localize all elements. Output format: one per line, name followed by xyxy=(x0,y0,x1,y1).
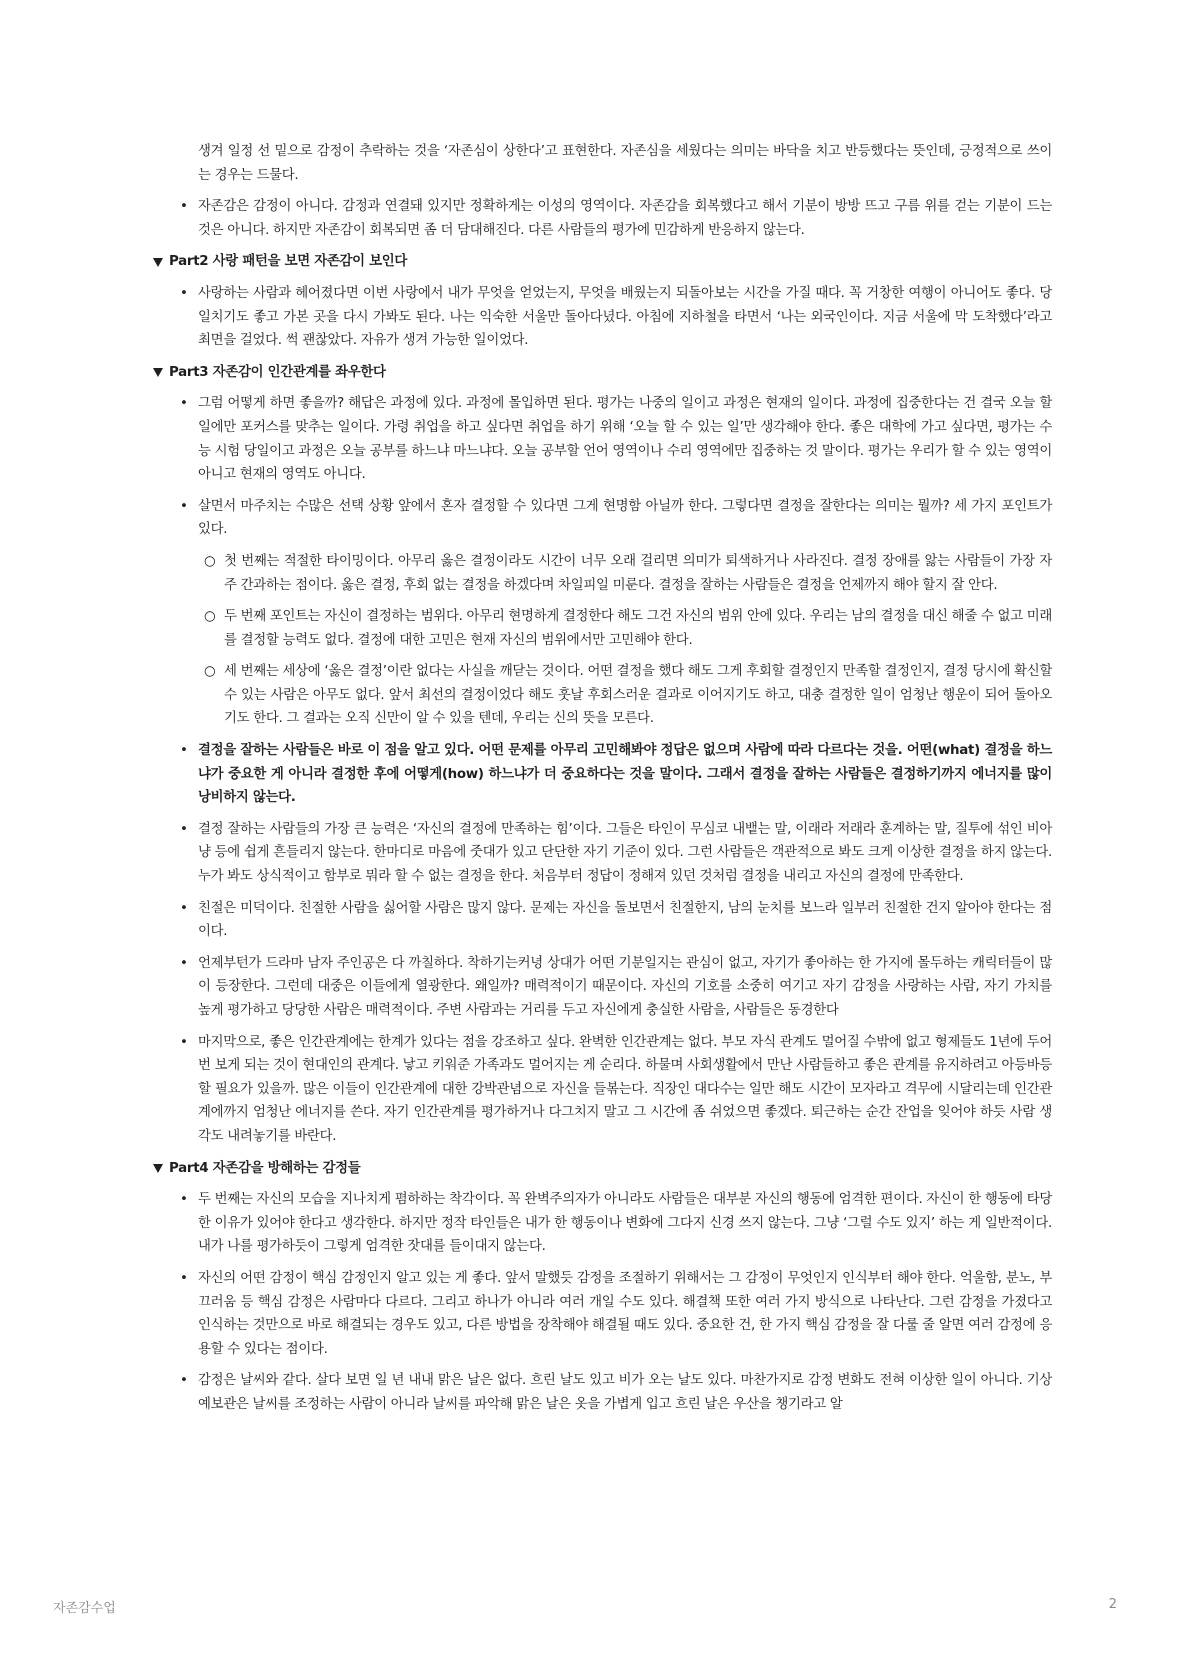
hollow-bullet-icon: ○ xyxy=(204,609,216,625)
list-item-text: 감정은 날씨와 같다. 살다 보면 일 년 내내 맑은 날은 없다. 흐린 날도 있고 비가 오는 날도 있다. 마찬가지로 감정 변화도 전혀 이상한 일이 아니다. 기상예보관은 날씨를 조정하는 사람이 아니라 날씨를 파악해 맑은 날은 옷을 가볍게 입고 흐린 날은 우산을 챙기라고 알 xyxy=(198,1373,1052,1412)
toggle-triangle-icon[interactable] xyxy=(153,368,163,377)
list-item xyxy=(150,282,1052,353)
bullet-icon: • xyxy=(180,1192,188,1208)
bullet-icon: • xyxy=(180,1270,188,1286)
sub-list-item-text: 첫 번째는 적절한 타이밍이다. 아무리 옳은 결정이라도 시간이 너무 오래 걸리면 의미가 퇴색하거나 사라진다. 결정 장애를 앓는 사람들이 가장 자주 간과하는 점이다. 옳은 결정, 후회 없는 결정을 하겠다며 차일피일 미룬다. 결정을 잘하는 사람들은 결정을 언제까지 해야 할지 잘 안다. xyxy=(224,553,1052,593)
list-item-text: 사랑하는 사람과 헤어졌다면 이번 사랑에서 내가 무엇을 얻었는지, 무엇을 배웠는지 되돌아보는 시간을 가질 때다. 꼭 거창한 여행이 아니어도 좋다. 당일치기도 좋고 가본 곳을 다시 가봐도 된다. 나는 익숙한 서울만 돌아다녔다. 아침에 지하철을 타면서 ‘나는 외국인이다. 지금 서울에 막 도착했다’라고 최면을 걸었다. 썩 괜찮았다. 자유가 생겨 가능한 일이었다. xyxy=(198,285,1052,349)
list-item-text: 두 번째는 자신의 모습을 지나치게 폄하하는 착각이다. 꼭 완벽주의자가 아니라도 사람들은 대부분 자신의 행동에 엄격한 편이다. 자신이 한 행동에 타당한 이유가 있어야 한다고 생각한다. 하지만 정작 타인들은 내가 한 행동이나 변화에 그다지 신경 쓰지 않는다. 그냥 ‘그럴 수도 있지’ 하는 게 일반적이다. 내가 나를 평가하듯이 그렇게 엄격한 잣대를 들이대지 않는다. xyxy=(198,1192,1052,1255)
list-item xyxy=(150,1369,1052,1416)
toggle-triangle-icon[interactable] xyxy=(153,1164,163,1173)
heading-text: Part4 자존감을 방해하는 감정들 xyxy=(169,1160,361,1176)
sub-list-item xyxy=(150,660,1052,731)
heading-text: Part3 자존감이 인간관계를 좌우한다 xyxy=(169,364,386,380)
list-item xyxy=(150,195,1052,242)
sub-list-item-text: 두 번째 포인트는 자신이 결정하는 범위다. 아무리 현명하게 결정한다 해도 그건 자신의 범위 안에 있다. 우리는 남의 결정을 대신 해줄 수 없고 미래를 결정할 능력도 없다. 결정에 대한 고민은 현재 자신의 범위에서만 고민해야 한다. xyxy=(224,609,1052,648)
list-item-text: 그럼 어떻게 하면 좋을까? 해답은 과정에 있다. 과정에 몰입하면 된다. 평가는 나중의 일이고 과정은 현재의 일이다. 과정에 집중한다는 건 결국 오늘 할 일에만 포커스를 맞추는 일이다. 가령 취업을 하고 싶다면 취업을 하기 위해 ‘오늘 할 수 있는 일’만 생각해야 한다. 좋은 대학에 가고 싶다면, 평가는 수능 시험 당일이고 과정은 오늘 공부를 하느냐 마느냐다. 오늘 공부할 언어 영역이나 수리 영역에만 집중하는 것 말이다. 평가는 우리가 할 수 있는 영역이 아니고 현재의 영역도 아니다. xyxy=(198,396,1052,483)
list-item xyxy=(150,495,1052,542)
bullet-icon: • xyxy=(180,285,188,301)
list-item-text: 친절은 미덕이다. 친절한 사람을 싫어할 사람은 많지 않다. 문제는 자신을 돌보면서 친절한지, 남의 눈치를 보느라 일부러 친절한 건지 알아야 한다는 점이다. xyxy=(198,900,1052,940)
bullet-icon: • xyxy=(180,199,188,215)
heading-text: Part2 사랑 패턴을 보면 자존감이 보인다 xyxy=(169,254,408,270)
bullet-icon: • xyxy=(180,821,188,837)
list-item-text: 자존감은 감정이 아니다. 감정과 연결돼 있지만 정확하게는 이성의 영역이다. 자존감을 회복했다고 해서 기분이 방방 뜨고 구름 위를 걷는 기분이 드는 것은 아니다. 하지만 자존감이 회복되면 좀 더 담대해진다. 다른 사람들의 평가에 민감하게 반응하지 않는다. xyxy=(198,199,1052,238)
hollow-bullet-icon: ○ xyxy=(204,664,216,680)
toggle-triangle-icon[interactable] xyxy=(153,258,163,267)
footer-doc-title: 자존감수업 xyxy=(53,1601,116,1616)
list-item xyxy=(150,1188,1052,1259)
toggle-heading-part3[interactable] xyxy=(150,361,1052,385)
list-item-text: 자신의 어떤 감정이 핵심 감정인지 알고 있는 게 좋다. 앞서 말했듯 감정을 조절하기 위해서는 그 감정이 무엇인지 인식부터 해야 한다. 억울함, 분노, 부끄러움 등 핵심 감정은 사람마다 다르다. 그리고 하나가 아니라 여러 개일 수도 있다. 해결책 또한 여러 가지 방식으로 나타난다. 그런 감정을 가졌다고 인식하는 것만으로 바로 해결되는 경우도 있고, 다른 방법을 장착해야 해결될 때도 있다. 중요한 건, 한 가지 핵심 감정을 잘 다룰 줄 알면 여러 감정에 응용할 수 있다는 점이다. xyxy=(198,1270,1052,1357)
list-item xyxy=(150,818,1052,889)
footer-page-number: 2 xyxy=(1108,1597,1117,1612)
list-item xyxy=(150,1031,1052,1149)
bullet-icon: • xyxy=(180,396,188,412)
sub-list-item xyxy=(150,550,1052,597)
bullet-icon: • xyxy=(180,498,188,514)
toggle-heading-part4[interactable] xyxy=(150,1157,1052,1181)
bullet-icon: • xyxy=(180,1034,188,1050)
list-item-text: 마지막으로, 좋은 인간관계에는 한계가 있다는 점을 강조하고 싶다. 완벽한 인간관계는 없다. 부모 자식 관계도 멀어질 수밖에 없고 형제들도 1년에 두어 번 보게 되는 것이 현대인의 관계다. 낳고 키워준 가족과도 멀어지는 게 순리다. 하물며 사회생활에서 만난 사람들하고 좋은 관계를 유지하려고 아등바등할 필요가 있을까. 많은 이들이 인간관계에 대한 강박관념으로 자신을 들볶는다. 직장인 대다수는 일만 해도 시간이 모자라고 격무에 시달리는데 인간관계에까지 엄청난 에너지를 쓴다. 자기 인간관계를 평가하거나 다그치지 말고 그 시간에 좀 쉬었으면 좋겠다. 퇴근하는 순간 잔업을 잊어야 하듯 사람 생각도 내려놓기를 바란다. xyxy=(198,1034,1052,1144)
hollow-bullet-icon: ○ xyxy=(204,553,216,569)
bullet-icon: • xyxy=(180,900,188,916)
list-item xyxy=(150,952,1052,1023)
list-item-text: 살면서 마주치는 수많은 선택 상황 앞에서 혼자 결정할 수 있다면 그게 현명함 아닐까 한다. 그렇다면 결정을 잘한다는 의미는 뭘까? 세 가지 포인트가 있다. xyxy=(198,498,1052,538)
list-item-text: 결정 잘하는 사람들의 가장 큰 능력은 ‘자신의 결정에 만족하는 힘’이다. 그들은 타인이 무심코 내뱉는 말, 이래라 저래라 훈계하는 말, 질투에 섞인 비아냥 등에 쉽게 흔들리지 않는다. 한마디로 마음에 줏대가 있고 단단한 자기 기준이 있다. 그런 사람들은 객관적으로 봐도 크게 이상한 결정을 하지 않는다. 누가 봐도 상식적이고 함부로 뭐라 할 수 없는 결정을 한다. 처음부터 정답이 정해져 있던 것처럼 결정을 내리고 자신의 결정에 만족한다. xyxy=(198,821,1052,885)
list-item-bold xyxy=(150,739,1052,810)
toggle-heading-part2[interactable] xyxy=(150,250,1052,274)
sub-list-item-text: 세 번째는 세상에 ‘옳은 결정’이란 없다는 사실을 깨닫는 것이다. 어떤 결정을 했다 해도 그게 후회할 결정인지 만족할 결정인지, 결정 당시에 확신할 수 있는 사람은 아무도 없다. 앞서 최선의 결정이었다 해도 훗날 후회스러운 결과로 이어지기도 하고, 대충 결정한 일이 엄청난 행운이 되어 돌아오기도 한다. 그 결과는 오직 신만이 알 수 있을 텐데, 우리는 신의 뜻을 모른다. xyxy=(224,664,1052,727)
list-item-text: 언제부턴가 드라마 남자 주인공은 다 까칠하다. 착하기는커녕 상대가 어떤 기분일지는 관심이 없고, 자기가 좋아하는 한 가지에 몰두하는 캐릭터들이 많이 등장한다. 그런데 대중은 이들에게 열광한다. 왜일까? 매력적이기 때문이다. 자신의 기호를 소중히 여기고 자기 감정을 사랑하는 사람, 자기 가치를 높게 평가하고 당당한 사람은 매력적이다. 주변 사람과는 거리를 두고 자신에게 충실한 사람을, 사람들은 동경한다 xyxy=(198,955,1052,1018)
page-content xyxy=(150,140,1052,1425)
list-item xyxy=(150,392,1052,486)
sub-list-item xyxy=(150,605,1052,652)
intro-continuation: 생겨 일정 선 밑으로 감정이 추락하는 것을 ‘자존심이 상한다’고 표현한다. 자존심을 세웠다는 의미는 바닥을 치고 반등했다는 뜻인데, 긍정적으로 쓰이는 경우는 드물다. xyxy=(198,144,1052,183)
bullet-icon: • xyxy=(180,1373,188,1389)
bullet-icon: • xyxy=(180,743,188,759)
list-item xyxy=(150,1267,1052,1361)
bullet-icon: • xyxy=(180,955,188,971)
list-item xyxy=(150,897,1052,944)
list-item-text: 결정을 잘하는 사람들은 바로 이 점을 알고 있다. 어떤 문제를 아무리 고민해봐야 정답은 없으며 사람에 따라 다르다는 것을. 어떤(what) 결정을 하느냐가 중요한 게 아니라 결정한 후에 어떻게(how) 하느냐가 더 중요하다는 것을 말이다. 그래서 결정을 잘하는 사람들은 결정하기까지 에너지를 많이 낭비하지 않는다. xyxy=(198,743,1052,806)
